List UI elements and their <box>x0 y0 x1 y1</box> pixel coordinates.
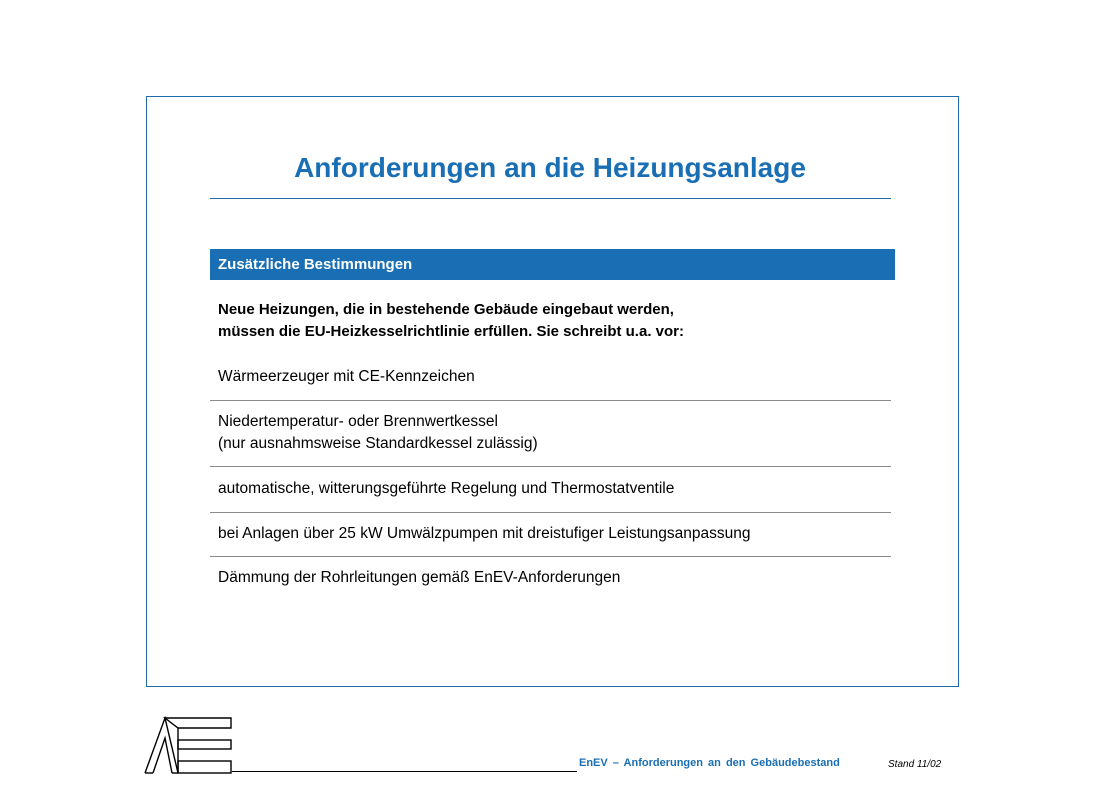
row-divider <box>210 512 891 513</box>
company-logo-icon <box>143 716 238 776</box>
list-item-text: automatische, witterungsgeführte Regelung und Thermostatventile <box>218 480 675 497</box>
list-item <box>218 411 890 455</box>
footer-date: Stand 11/02 <box>888 759 942 770</box>
list-item <box>218 478 890 500</box>
list-item <box>218 567 890 589</box>
list-item-text: Niedertemperatur- oder Brennwertkessel <box>218 413 498 430</box>
list-item <box>218 366 890 388</box>
intro-line-1: Neue Heizungen, die in bestehende Gebäude eingebaut werden, <box>218 301 674 318</box>
list-item-text: bei Anlagen über 25 kW Umwälzpumpen mit dreistufiger Leistungsanpassung <box>218 525 751 542</box>
title-underline <box>210 198 891 199</box>
list-item <box>218 523 890 545</box>
list-item-text: (nur ausnahmsweise Standardkessel zulässig) <box>218 435 538 452</box>
footer-rule <box>232 771 577 772</box>
slide-title: Anforderungen an die Heizungsanlage <box>294 152 806 183</box>
list-item-text: Dämmung der Rohrleitungen gemäß EnEV-Anforderungen <box>218 569 621 586</box>
row-divider <box>210 556 891 557</box>
intro-line-2: müssen die EU-Heizkesselrichtlinie erfüllen. Sie schreibt u.a. vor: <box>218 323 684 340</box>
row-divider <box>210 400 891 401</box>
list-item-text: Wärmeerzeuger mit CE-Kennzeichen <box>218 368 475 385</box>
intro-text <box>218 299 888 343</box>
section-header: Zusätzliche Bestimmungen <box>210 249 895 280</box>
row-divider <box>210 466 891 467</box>
footer-title: EnEV – Anforderungen an den Gebäudebestand <box>579 757 840 769</box>
